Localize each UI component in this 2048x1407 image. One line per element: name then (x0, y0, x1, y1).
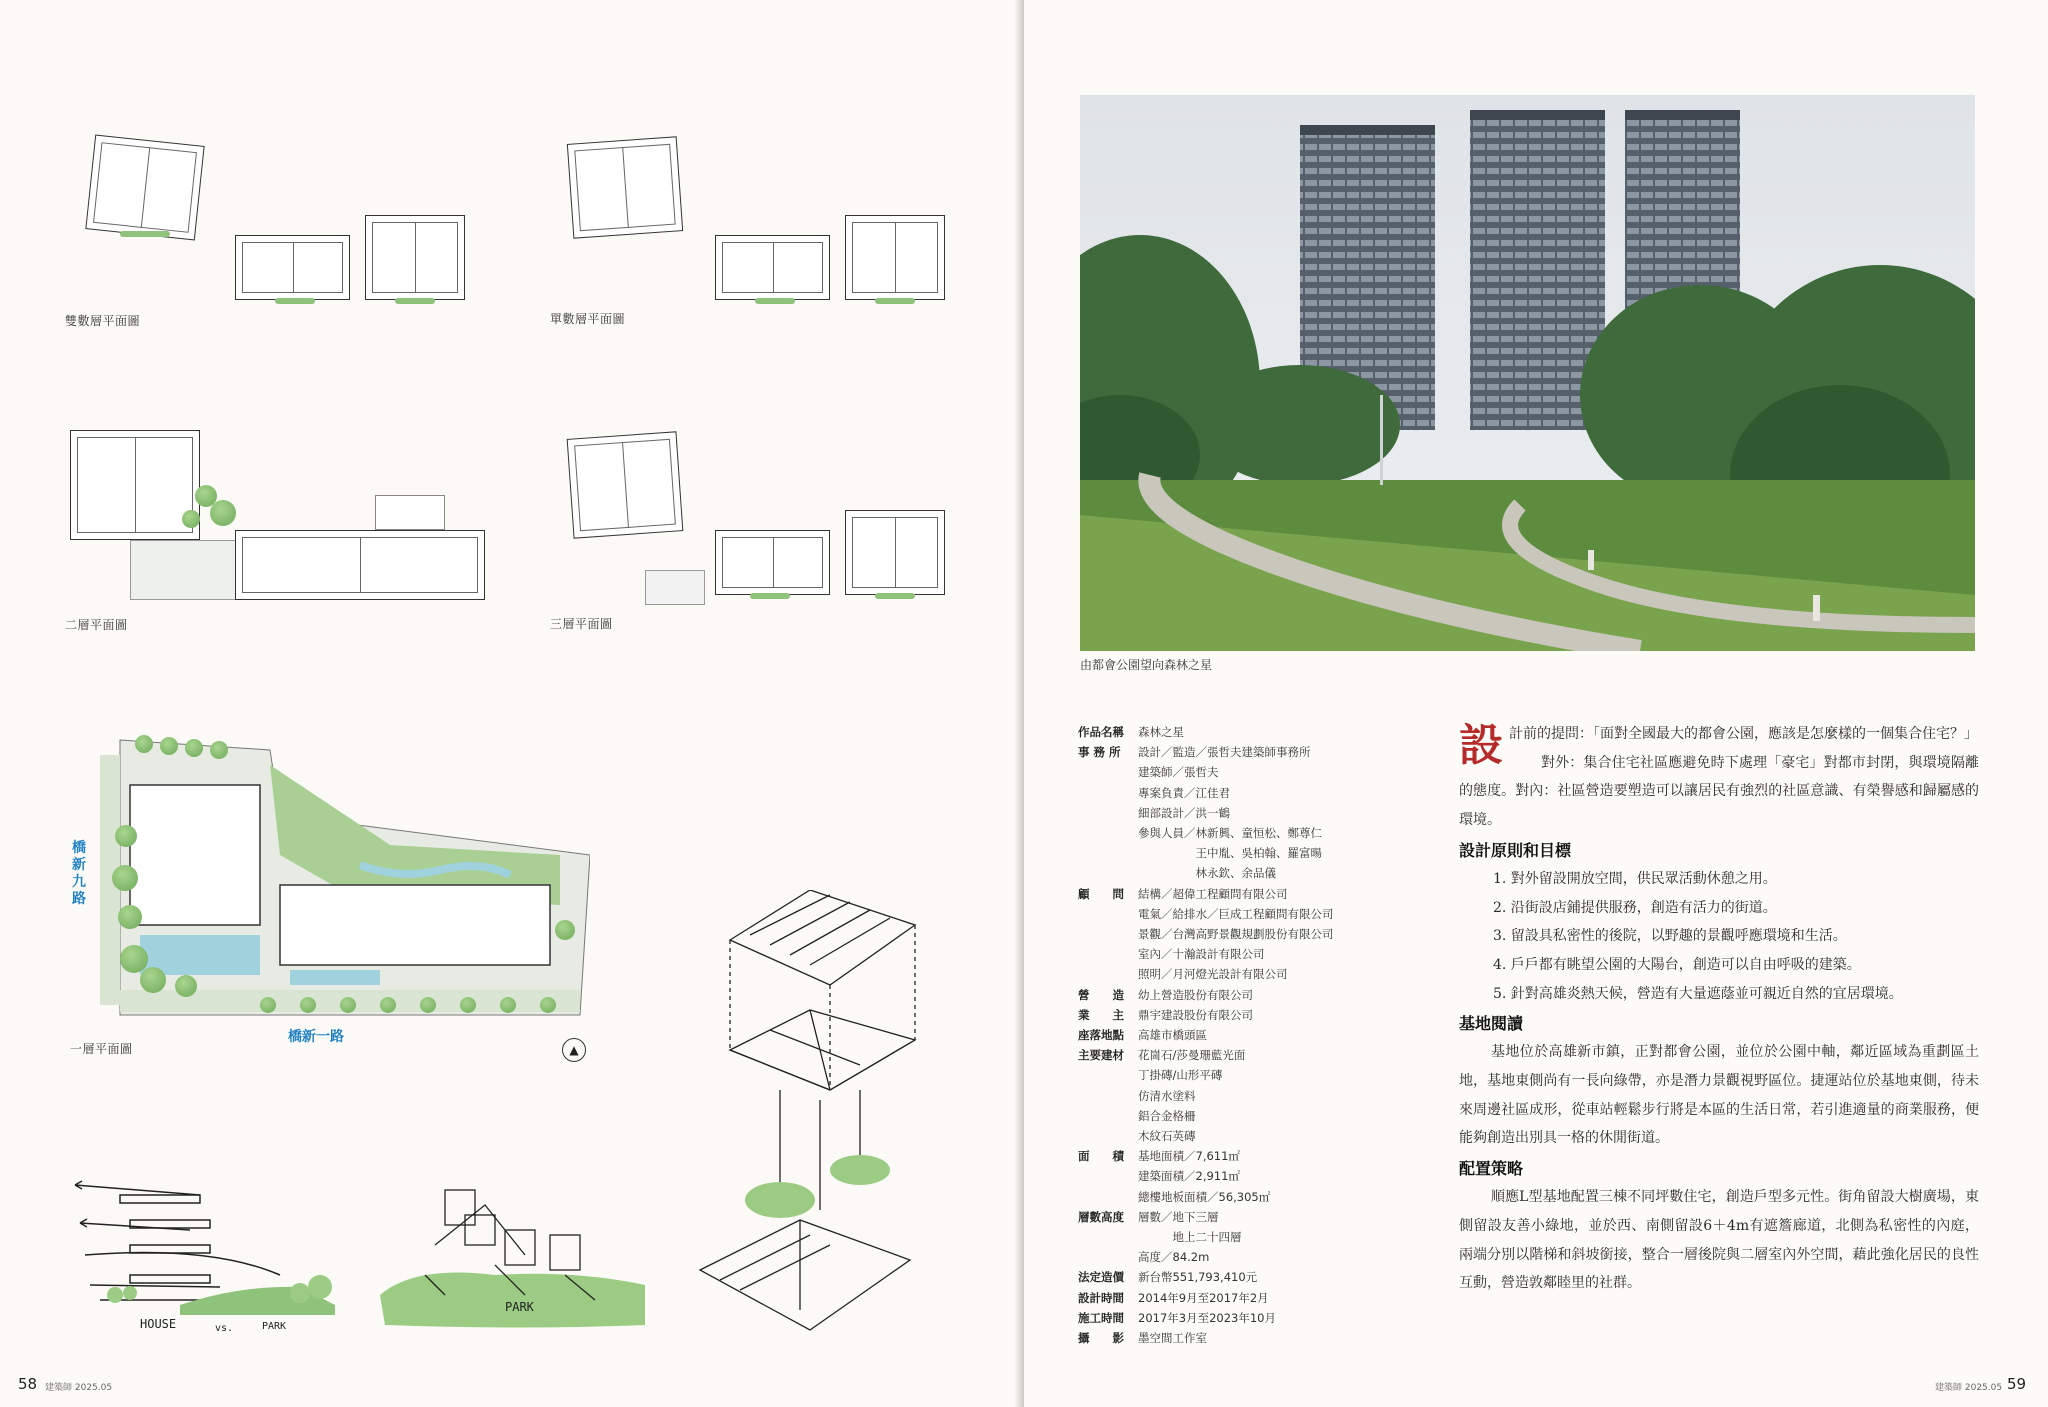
credit-value: 室內／十瀚設計有限公司 (1138, 947, 1265, 962)
principle-list-item: 5. 針對高雄炎熱天候，營造有大量遮蔭並可親近自然的宜居環境。 (1493, 985, 1903, 1002)
credit-key: 營 造 (1078, 987, 1124, 1002)
credit-value: 參與人員／林新興、童恒松、鄭尊仁 (1138, 826, 1322, 841)
folio-right: 建築師 2025.05 (1935, 1383, 2003, 1393)
credit-value: 王中胤、吳柏翰、羅富暘 (1138, 846, 1322, 861)
article-paragraph: 對外：集合住宅社區應避免時下處理「豪宅」對都市封閉，與環境隔離的態度。對內：社區營造要塑造可以讓居民有強烈的社區意識、有榮譽感和歸屬感的環境。 (1459, 754, 1979, 829)
principle-list-item: 1. 對外留設開放空間，供民眾活動休憩之用。 (1493, 870, 1777, 887)
credit-value: 2014年9月至2017年2月 (1138, 1290, 1269, 1305)
photo-caption: 由都會公園望向森林之星 (1080, 658, 1213, 672)
street-label-qiaoxin-1: 橋新一路 (288, 1029, 344, 1045)
first-floor-plan-caption: 一層平面圖 (70, 1042, 133, 1056)
project-credits (1078, 722, 1408, 1348)
odd-floor-plan-caption: 單數層平面圖 (550, 312, 626, 326)
principle-list-item: 2. 沿街設店鋪提供服務，創造有活力的街道。 (1493, 899, 1777, 916)
credit-key: 業 主 (1078, 1007, 1124, 1022)
credit-value: 2017年3月至2023年10月 (1138, 1310, 1276, 1325)
credit-row (1078, 722, 1408, 742)
sketch-label-park-small: PARK (262, 1321, 287, 1332)
intro-text: 計前的提問：「面對全國最大的都會公園，應該是怎麼樣的一個集合住宅？」 (1509, 726, 1978, 742)
principle-list-item: 4. 戶戶都有眺望公園的大陽台，創造可以自由呼吸的建築。 (1493, 956, 1861, 973)
credit-key: 施工時間 (1078, 1310, 1124, 1325)
credit-row (1078, 1207, 1408, 1268)
credit-value: 建築師／張哲夫 (1138, 765, 1219, 780)
credit-value: 新台幣551,793,410元 (1138, 1270, 1258, 1285)
article-paragraph: 基地位於高雄新市鎮，正對都會公園，並位於公園中軸，鄰近區域為重劃區土地，基地東側尚有一長向綠帶，亦是潛力景觀視野區位。捷運站位於基地東側，待未來周邊社區成形，從車站輕鬆步行將是本區的生活日常，若引進適量的商業服務，便能夠創造出別具一格的休閒街道。 (1459, 1044, 1979, 1147)
first-floor-site-plan (100, 735, 590, 1025)
credit-row (1078, 884, 1408, 985)
credit-value: 高雄市橋頭區 (1138, 1028, 1207, 1043)
article-intro (1459, 720, 1979, 771)
credit-value: 森林之星 (1138, 725, 1184, 739)
third-floor-plan-drawing (565, 430, 965, 610)
sketch-label-park-large: PARK (505, 1300, 534, 1314)
second-floor-plan-drawing (70, 430, 490, 610)
credit-value: 花崗石/莎曼珊藍光面 (1138, 1048, 1246, 1063)
credit-key: 層數高度 (1078, 1209, 1124, 1224)
credit-value: 丁掛磚/山形平磚 (1138, 1068, 1223, 1083)
credit-value: 幼上營造股份有限公司 (1138, 987, 1253, 1002)
credit-key: 主要建材 (1078, 1048, 1124, 1063)
page-number-left: 58 (18, 1375, 38, 1393)
credit-key: 座落地點 (1078, 1028, 1124, 1043)
house-vs-park-sketch (70, 1175, 350, 1335)
credit-value: 林永欽、余品儀 (1138, 866, 1276, 881)
section-heading-site: 基地閱讀 (1459, 1014, 1524, 1034)
even-floor-plan-caption: 雙數層平面圖 (65, 314, 141, 328)
section-heading-layout: 配置策略 (1459, 1159, 1524, 1179)
credit-value: 設計／監造／張哲夫建築師事務所 (1138, 745, 1311, 760)
north-arrow-icon: ▲ (562, 1038, 586, 1062)
sketch-label-house: HOUSE (140, 1317, 177, 1331)
credit-value: 木紋石英磚 (1138, 1129, 1196, 1144)
credit-value: 專案負責／江佳君 (1138, 785, 1230, 800)
even-floor-plan-drawing (80, 135, 470, 310)
exploded-axonometric-sketch (690, 890, 930, 1340)
credit-value: 層數／地下三層 (1138, 1209, 1219, 1224)
credit-value: 鋁合金格柵 (1138, 1108, 1196, 1123)
credit-key: 事 務 所 (1078, 745, 1121, 760)
credit-key: 攝 影 (1078, 1331, 1124, 1346)
credit-row (1078, 1025, 1408, 1045)
page-number-right: 59 (2007, 1375, 2027, 1393)
credit-value: 仿清水塗料 (1138, 1088, 1196, 1103)
credit-key: 面 積 (1078, 1149, 1124, 1164)
credit-value: 照明／月河燈光設計有限公司 (1138, 967, 1288, 982)
credit-row (1078, 1267, 1408, 1287)
credit-value: 高度／84.2m (1138, 1250, 1210, 1265)
credit-value: 景觀／台灣高野景觀規劃股份有限公司 (1138, 927, 1334, 942)
third-floor-plan-caption: 三層平面圖 (550, 617, 613, 631)
credit-value: 基地面積／7,611㎡ (1138, 1149, 1240, 1164)
credit-row (1078, 1288, 1408, 1308)
credit-key: 法定造價 (1078, 1270, 1124, 1285)
credit-row (1078, 1328, 1408, 1348)
park-view-sketch (375, 1185, 650, 1330)
article-paragraph: 順應L型基地配置三棟不同坪數住宅，創造戶型多元性。街角留設大樹廣場，東側留設友善小綠地，並於西、南側留設6＋4m有遮簷廊道，北側為私密性的內庭，兩端分別以階梯和斜坡銜接，整合一層後院與二層室內外空間，藉此強化居民的良性互動，營造敦鄰睦里的社群。 (1459, 1189, 1979, 1292)
credit-value: 墨空間工作室 (1138, 1331, 1207, 1346)
sketch-label-vs: vs. (215, 1323, 234, 1334)
credit-value: 細部設計／洪一鶴 (1138, 805, 1230, 820)
credit-row (1078, 985, 1408, 1005)
credit-value: 總樓地板面積／56,305㎡ (1138, 1189, 1271, 1204)
credit-value: 鼎宇建設股份有限公司 (1138, 1007, 1253, 1022)
credit-row (1078, 1308, 1408, 1328)
street-label-qiaoxin-9: 橋新九路 (72, 840, 86, 907)
article-body (1459, 720, 1979, 1298)
odd-floor-plan-drawing (565, 135, 955, 310)
credit-row (1078, 742, 1408, 883)
second-floor-plan-caption: 二層平面圖 (65, 618, 128, 632)
credit-key: 作品名稱 (1078, 725, 1124, 739)
folio-left: 建築師 2025.05 (45, 1383, 113, 1393)
credit-row (1078, 1045, 1408, 1146)
credit-key: 顧 問 (1078, 886, 1124, 901)
principle-list-item: 3. 留設具私密性的後院，以野趣的景觀呼應環境和生活。 (1493, 928, 1847, 945)
credit-value: 電氣／給排水／巨成工程顧問有限公司 (1138, 906, 1334, 921)
building-photo (1080, 95, 1975, 651)
credit-row (1078, 1146, 1408, 1207)
credit-row (1078, 1005, 1408, 1025)
credit-value: 建築面積／2,911㎡ (1138, 1169, 1240, 1184)
credit-value: 結構／超偉工程顧問有限公司 (1138, 886, 1288, 901)
section-heading-principles: 設計原則和目標 (1459, 840, 1572, 860)
left-page (0, 0, 1020, 1407)
dropcap: 設 (1459, 720, 1503, 771)
credit-key: 設計時間 (1078, 1290, 1124, 1305)
credit-value: 地上二十四層 (1138, 1230, 1242, 1245)
